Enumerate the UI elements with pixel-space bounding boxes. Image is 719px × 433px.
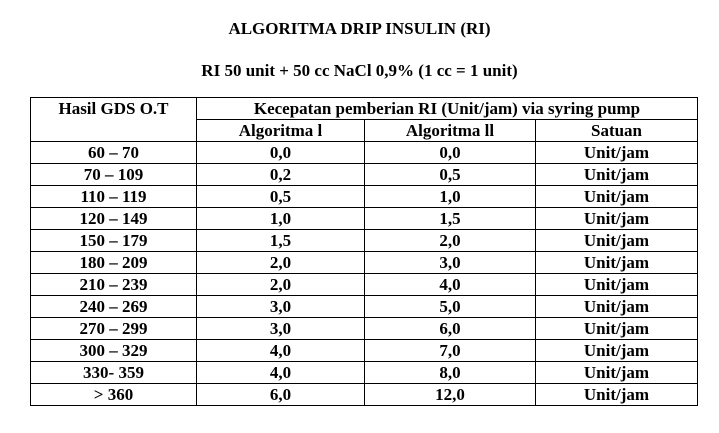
header-row-top [31,98,698,120]
document-title: ALGORITMA DRIP INSULIN (RI) [228,19,491,38]
cell-unit: Unit/jam [536,186,698,208]
cell-algorithm-2: 1,0 [365,186,536,208]
cell-algorithm-1: 0,0 [197,142,365,164]
cell-algorithm-2: 2,0 [365,230,536,252]
cell-algorithm-2: 7,0 [365,340,536,362]
cell-gds: 330- 359 [31,362,197,384]
cell-unit: Unit/jam [536,164,698,186]
cell-algorithm-2: 12,0 [365,384,536,406]
cell-algorithm-1: 0,5 [197,186,365,208]
cell-gds: 210 – 239 [31,274,197,296]
cell-algorithm-1: 1,0 [197,208,365,230]
cell-unit: Unit/jam [536,252,698,274]
cell-gds: 180 – 209 [31,252,197,274]
cell-gds: 300 – 329 [31,340,197,362]
table-row [31,252,698,274]
cell-gds: 70 – 109 [31,164,197,186]
cell-gds: 240 – 269 [31,296,197,318]
cell-gds: > 360 [31,384,197,406]
cell-algorithm-2: 3,0 [365,252,536,274]
cell-algorithm-1: 3,0 [197,318,365,340]
header-gds: Hasil GDS O.T [31,98,197,142]
header-speed: Kecepatan pemberian RI (Unit/jam) via syring pump [197,98,698,120]
cell-algorithm-2: 0,5 [365,164,536,186]
table-row [31,164,698,186]
cell-algorithm-1: 0,2 [197,164,365,186]
cell-algorithm-1: 4,0 [197,362,365,384]
cell-algorithm-2: 4,0 [365,274,536,296]
cell-unit: Unit/jam [536,362,698,384]
cell-unit: Unit/jam [536,230,698,252]
cell-unit: Unit/jam [536,296,698,318]
table-row [31,142,698,164]
table-row [31,362,698,384]
cell-algorithm-1: 6,0 [197,384,365,406]
table-row [31,318,698,340]
table-header [31,98,698,142]
table-row [31,230,698,252]
cell-algorithm-1: 4,0 [197,340,365,362]
cell-gds: 270 – 299 [31,318,197,340]
table-body [31,142,698,406]
header-algorithm-2: Algoritma ll [365,120,536,142]
cell-algorithm-1: 2,0 [197,274,365,296]
table-row [31,384,698,406]
header-unit: Satuan [536,120,698,142]
cell-algorithm-1: 1,5 [197,230,365,252]
cell-gds: 60 – 70 [31,142,197,164]
cell-unit: Unit/jam [536,340,698,362]
cell-unit: Unit/jam [536,318,698,340]
document-subtitle: RI 50 unit + 50 cc NaCl 0,9% (1 cc = 1 unit) [201,61,518,80]
cell-gds: 150 – 179 [31,230,197,252]
cell-algorithm-1: 2,0 [197,252,365,274]
cell-algorithm-1: 3,0 [197,296,365,318]
header-algorithm-1: Algoritma l [197,120,365,142]
cell-algorithm-2: 0,0 [365,142,536,164]
insulin-algorithm-table [30,97,698,406]
table-row [31,296,698,318]
cell-unit: Unit/jam [536,208,698,230]
cell-unit: Unit/jam [536,142,698,164]
cell-gds: 120 – 149 [31,208,197,230]
table-row [31,208,698,230]
table-row [31,186,698,208]
cell-gds: 110 – 119 [31,186,197,208]
cell-unit: Unit/jam [536,274,698,296]
cell-algorithm-2: 5,0 [365,296,536,318]
cell-algorithm-2: 1,5 [365,208,536,230]
table-row [31,274,698,296]
cell-algorithm-2: 8,0 [365,362,536,384]
cell-unit: Unit/jam [536,384,698,406]
cell-algorithm-2: 6,0 [365,318,536,340]
table-row [31,340,698,362]
